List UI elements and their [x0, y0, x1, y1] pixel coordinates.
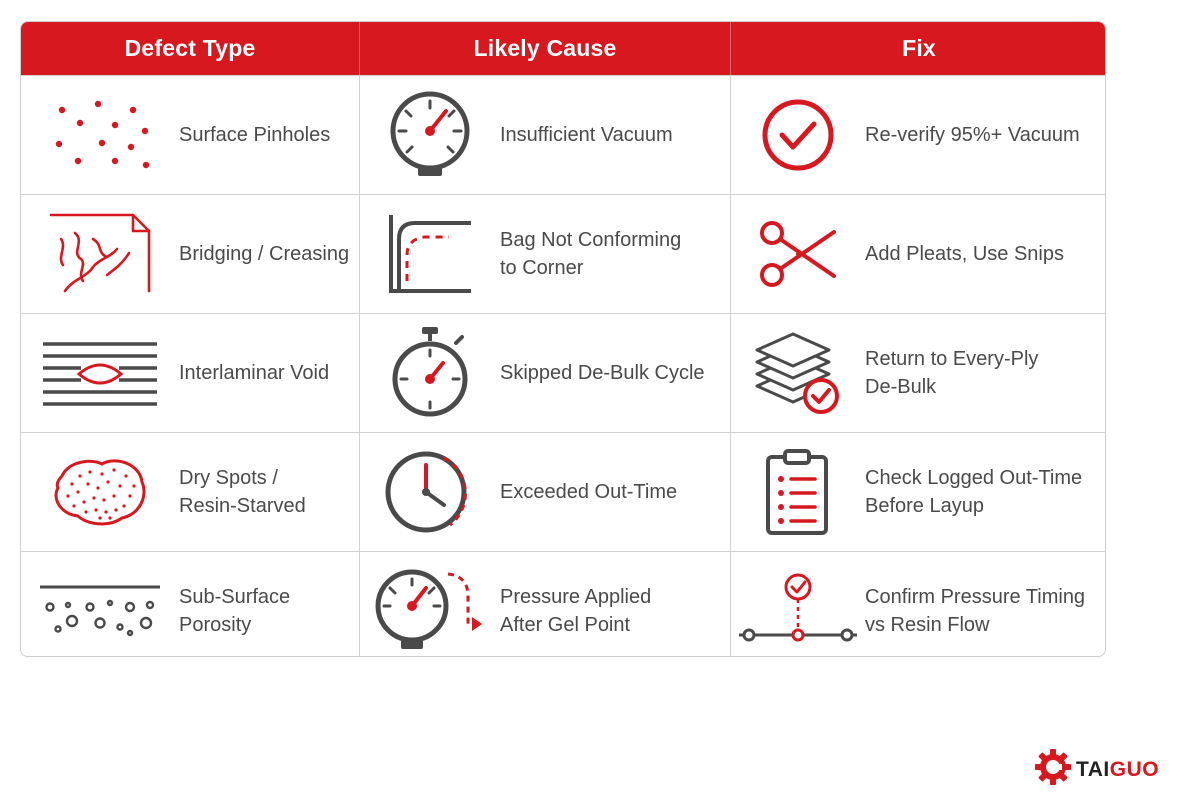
defect-label: Surface Pinholes: [179, 124, 331, 146]
clock-icon: [360, 447, 500, 537]
gear-logo-icon: [1034, 748, 1072, 791]
porosity-icon: [21, 583, 179, 639]
brand-name-part2: GUO: [1109, 757, 1160, 781]
clipboard-checklist-icon: [731, 447, 865, 537]
brand-logo: [1034, 748, 1159, 791]
cause-cell: [359, 76, 730, 194]
defect-cell: [21, 76, 359, 194]
vacuum-gauge-icon: [360, 89, 500, 181]
cause-label: Skipped De-Bulk Cycle: [500, 362, 705, 384]
defect-table: [20, 21, 1106, 657]
fix-label: Confirm Pressure Timing vs Resin Flow: [865, 586, 1086, 636]
cause-cell: [359, 314, 730, 432]
ply-stack-check-icon: [731, 330, 865, 416]
cause-cell: [359, 195, 730, 313]
scissors-icon: [731, 218, 865, 290]
table-row: [21, 551, 1105, 657]
header-defect-type: Defect Type: [124, 35, 256, 61]
header-fix: Fix: [730, 22, 1106, 75]
dry-spot-icon: [21, 454, 179, 530]
brand-name-part1: TAI: [1076, 757, 1110, 781]
cause-label: Pressure Applied After Gel Point: [500, 586, 652, 636]
defect-cell: [21, 433, 359, 551]
pinholes-icon: [21, 95, 179, 175]
table-row: [21, 432, 1105, 551]
timeline-check-icon: [731, 573, 865, 649]
fix-cell: [730, 195, 1106, 313]
table-row: [21, 194, 1105, 313]
brand-name: [1076, 758, 1159, 782]
cause-cell: [359, 433, 730, 551]
defect-label: Interlaminar Void: [179, 362, 330, 384]
creased-sheet-icon: [21, 209, 179, 299]
fix-label: Return to Every-Ply De-Bulk: [865, 348, 1039, 398]
cause-label: Exceeded Out-Time: [500, 481, 678, 503]
defect-cell: [21, 552, 359, 657]
table-row: [21, 75, 1105, 194]
defect-label: Sub-Surface Porosity: [179, 586, 291, 636]
fix-cell: [730, 314, 1106, 432]
header-likely-cause: Likely Cause: [359, 22, 730, 75]
fix-label: Check Logged Out-Time Before Layup: [865, 467, 1083, 517]
defect-cell: [21, 195, 359, 313]
defect-cell: [21, 314, 359, 432]
cause-label: Bag Not Conforming to Corner: [500, 229, 682, 279]
stopwatch-icon: [360, 325, 500, 421]
fix-cell: [730, 76, 1106, 194]
interlaminar-void-icon: [21, 338, 179, 408]
table-header: [21, 22, 1105, 75]
corner-bag-icon: [360, 211, 500, 297]
check-circle-icon: [731, 95, 865, 175]
fix-cell: [730, 552, 1106, 657]
table-row: [21, 313, 1105, 432]
fix-label: Re-verify 95%+ Vacuum: [865, 124, 1080, 146]
defect-label: Dry Spots / Resin-Starved: [179, 467, 306, 517]
pressure-gauge-arrow-icon: [360, 566, 500, 656]
fix-cell: [730, 433, 1106, 551]
cause-label: Insufficient Vacuum: [500, 124, 673, 146]
defect-label: Bridging / Creasing: [179, 243, 350, 265]
cause-cell: [359, 552, 730, 657]
fix-label: Add Pleats, Use Snips: [865, 243, 1064, 265]
